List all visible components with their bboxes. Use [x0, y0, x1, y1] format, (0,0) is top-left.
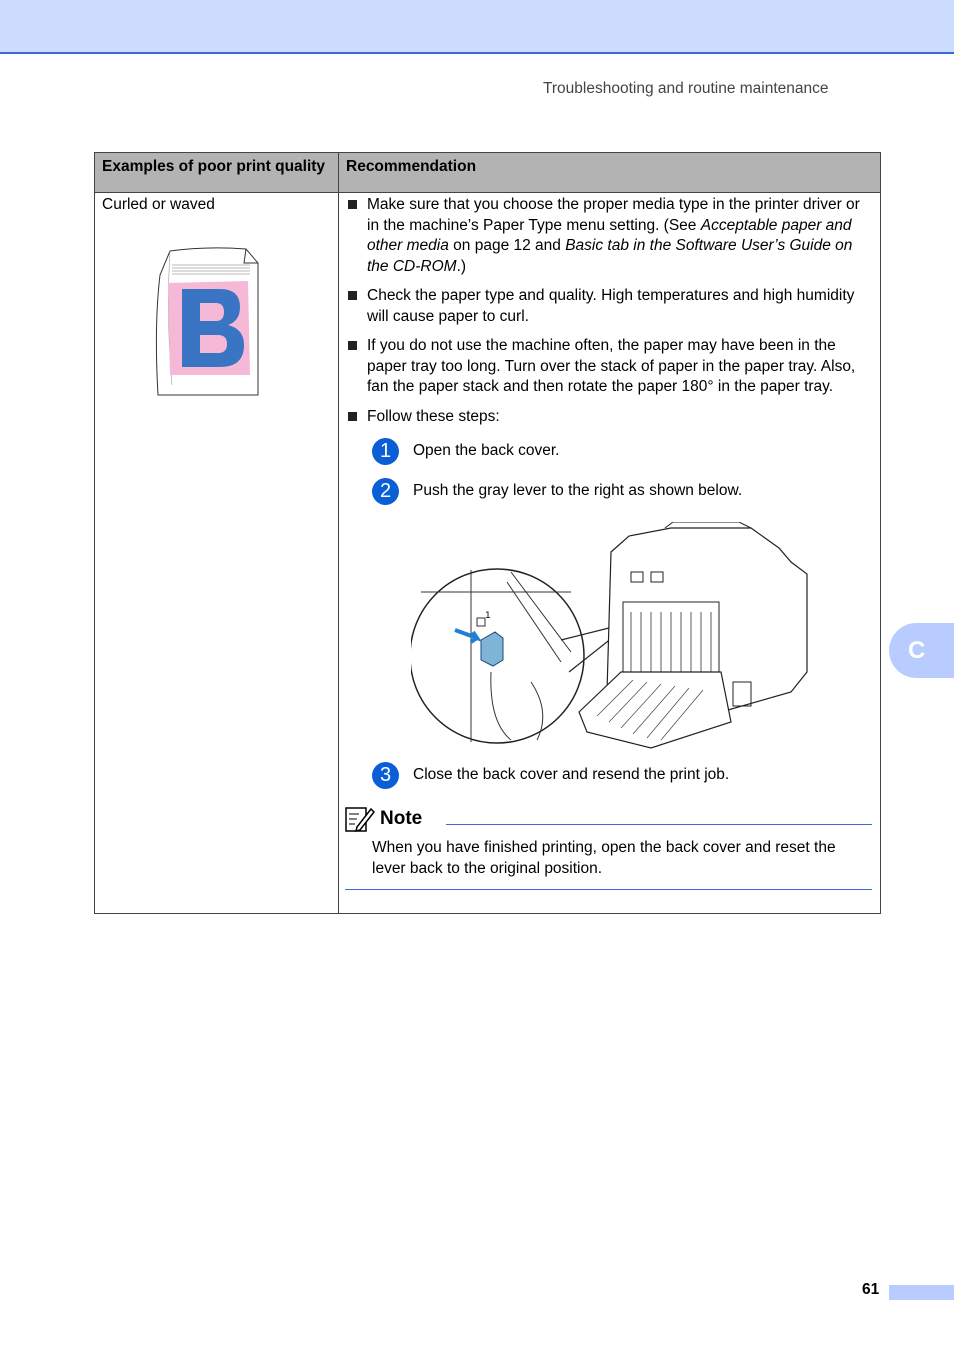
note-divider	[446, 824, 872, 825]
bullet-square-icon	[348, 412, 357, 421]
troubleshooting-table	[94, 152, 881, 914]
step-text: Open the back cover.	[413, 441, 560, 459]
list-item: Follow these steps:	[345, 407, 872, 428]
svg-text:1: 1	[485, 611, 491, 621]
top-band	[0, 0, 954, 54]
bullet-square-icon	[348, 291, 357, 300]
step-2	[372, 476, 872, 506]
step-3	[372, 760, 872, 790]
example-cell	[95, 193, 339, 914]
list-item: Check the paper type and quality. High temperatures and high humidity will cause paper to curl.	[345, 286, 872, 327]
running-header: Troubleshooting and routine maintenance	[543, 80, 829, 97]
list-item: Make sure that you choose the proper media type in the printer driver or in the machine’s Paper Type menu setting. (See Acceptable paper and other media on page 12 and Basic tab in the Software User’s Guide on the CD-ROM.)	[345, 195, 872, 277]
step-1	[372, 436, 872, 466]
column-header-recommendation: Recommendation	[339, 153, 881, 193]
bullet-square-icon	[348, 341, 357, 350]
step-number-badge: 3	[372, 762, 399, 789]
list-item: If you do not use the machine often, the paper may have been in the paper tray too long. Turn over the stack of paper in the paper tray. Also, fan the paper stack and then rotate the paper 180° in the paper tray.	[345, 336, 872, 398]
page-number: 61	[862, 1281, 880, 1298]
note-header	[345, 804, 872, 834]
recommendation-cell	[339, 193, 881, 914]
curled-paper-illustration	[152, 245, 264, 397]
bullet-square-icon	[348, 200, 357, 209]
printer-back-cover-illustration	[411, 522, 811, 750]
note-title: Note	[380, 807, 423, 829]
step-text: Close the back cover and resend the print job.	[413, 765, 730, 783]
cross-reference: Acceptable paper and other media	[367, 216, 852, 254]
step-number-badge: 1	[372, 438, 399, 465]
table-header-row	[95, 153, 881, 193]
note-text: When you have finished printing, open the back cover and reset the lever back to the original position.	[372, 839, 836, 877]
chapter-tab: C	[889, 623, 954, 678]
step-number-badge: 2	[372, 478, 399, 505]
note-pencil-icon	[345, 805, 375, 833]
step-text: Push the gray lever to the right as shown below.	[413, 481, 743, 499]
cross-reference: Basic tab in the Software User’s Guide on the CD-ROM	[367, 237, 853, 275]
example-label: Curled or waved	[102, 196, 215, 213]
page-number-band	[889, 1285, 954, 1300]
table-row	[95, 193, 881, 914]
column-header-examples: Examples of poor print quality	[95, 153, 339, 193]
note-bottom-divider	[345, 889, 872, 890]
